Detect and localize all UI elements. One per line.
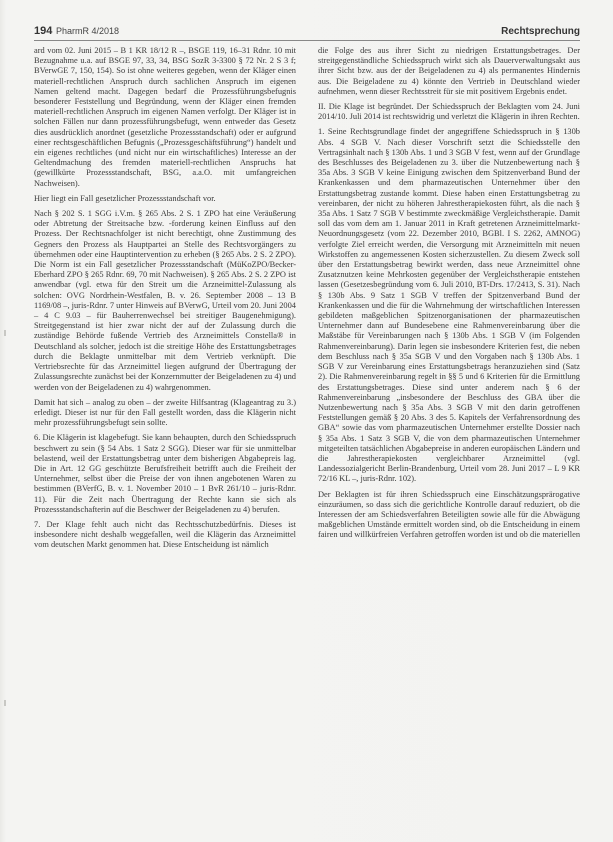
paragraph: die Folge des aus ihrer Sicht zu niedrigen Erstattungsbetrages. Der streitgegenständliche Schiedsspruch wirkt sich als Dauerverwaltungsakt aus ihrer Sicht bzw. aus der der Beigeladenen zu 4) als permanentes Hindernis aus. Die Beigeladene zu 4) könnte den Vertrieb in Deutschland wieder aufnehmen, wenn dieser Rechtsstreit für sie mit positivem Ergebnis endet.	[318, 46, 580, 96]
paragraph: 1. Seine Rechtsgrundlage findet der angegriffene Schiedsspruch in § 130b Abs. 4 SGB V. Nach dieser Vorschrift setzt die Schiedsstelle den Vertragsinhalt nach § 130b Abs. 1 und 3 SGB V fest, wenn auf der Grundlage des Beschlusses des Beigeladenen zu 3. über die Nutzenbewertung nach § 35a Abs. 3 SGB V keine Einigung zwischen dem Spitzenverband Bund der Krankenkassen und dem pharmazeutischen Unternehmer über den Erstattungsbetrag zustande kommt. Diese haben einen Erstattungsbetrag zu vereinbaren, der nicht zu höheren Jahrestherapiekosten führt, als die nach § 35a Abs. 1 Satz 7 SGB V bestimmte zweckmäßige Vergleichstherapie. Damit soll das vom dem am 1. Januar 2011 in Kraft getretenen Arzneimittelmarkt-Neuordnungsgesetz (vom 22. Dezember 2010, BGBl. I S. 2262, AMNOG) verfolgte Ziel erreicht werden, die Versorgung mit Arzneimitteln mit neuen Wirkstoffen zu angemessenen Kosten sicherzustellen. Zu diesem Zweck soll über den Erstattungsbetrag bewirkt werden, dass neue Arzneimittel ohne Zusatznutzen keine Mehrkosten gegenüber der Vergleichstherapie entstehen lassen (Gesetzesbegründung vom 6. Juli 2010, BT-Drs. 17/2413, S. 31). Nach § 130b Abs. 9 Satz 1 SGB V treffen der Spitzenverband Bund der Krankenkassen und die für die Wahrnehmung der wirtschaftlichen Interessen gebildeten maßgeblichen Spitzenorganisationen der pharmazeutischen Unternehmer dann auf Bundesebene eine Rahmenvereinbarung über die Maßstäbe für Vereinbarungen nach § 130b Abs. 1 SGB V (im Folgenden Rahmenvereinbarung). Darin legen sie insbesondere Kriterien fest, die neben dem Beschluss nach § 35a SGB V und den Vorgaben nach § 130b Abs. 1 SGB V zur Vereinbarung eines Erstattungsbetrags heranzuziehen sind (Satz 2). Die Rahmenvereinbarung regelt in §§ 5 und 6 Kriterien für die Ermittlung des Erstattungsbetrages. Diese sind unter anderem nach § 6 der Rahmenvereinbarung „insbesondere der Beschluss des GBA über die Nutzenbewertung nach § 35a Abs. 3 SGB V mit den darin getroffenen Feststellungen gemäß § 20 Abs. 3 des 5. Kapitels der Verfahrensordnung des GBA“ sowie das vom pharmazeutischen Unternehmer erstellte Dossier nach § 35a Abs. 1 Satz 3 SGB V, die von dem pharmazeutischen Unternehmer mitgeteilten tatsächlichen Abgabepreise in anderen europäischen Ländern und die Jahrestherapiekosten vergleichbarer Arzneimittel (vgl. Landessozialgericht Berlin-Brandenburg, Urteil vom 28. Juni 2017 – L 9 KR 72/16 KL –, juris-Rdnr. 102).	[318, 127, 580, 484]
paragraph: 7. Der Klage fehlt auch nicht das Rechtsschutzbedürfnis. Dieses ist insbesondere nicht deshalb weggefallen, weil die Klägerin das Arzneimittel vom deutschen Markt genommen hat. Diese Entscheidung ist nämlich	[34, 519, 296, 550]
header-rule	[34, 40, 580, 41]
page-number: 194	[34, 25, 53, 37]
section-title: Rechtsprechung	[501, 26, 580, 37]
journal-title: PharmR 4/2018	[56, 26, 120, 36]
paragraph: ard vom 02. Juni 2015 – B 1 KR 18/12 R –, BSGE 119, 16–31 Rdnr. 10 mit Bezugnahme u.a. auf BSGE 97, 33, 34, BSG SozR 3-3300 § 72 Nr. 2 S 3 f; BVerwGE 7, 150, 154). So ist ohne weiteres gegeben, wenn der Kläger einen materiell-rechtlichen Anspruch durch sachlichen Anspruch im eigenen Namen geltend macht. Dagegen bedarf die Prozessführungsbefugnis besonderer Feststellung und Begründung, wenn der Kläger einen fremden materiell-rechtlichen Anspruch im eigenen Namen verfolgt. Der Kläger ist in solchen Fällen nur dann prozessführungsbefugt, wenn entweder das Gesetz dies ausdrücklich anordnet (gesetzliche Prozessstandschaft) oder er aufgrund einer rechtsgeschäftlichen Befugnis („Prozessgeschäftsführung“) handelt und ein eigenes rechtliches (und nicht nur ein wirtschaftliches) Interesse an der Geltendmachung des fremden materiell-rechtlichen Anspruchs hat (gewillkürte Prozessstandschaft, BSG, a.a.O. mit umfangreichen Nachweisen).	[34, 46, 296, 188]
paragraph: II. Die Klage ist begründet. Der Schiedsspruch der Beklagten vom 24. Juni 2014/10. Juli 2014 ist rechtswidrig und verletzt die Klägerin in ihren Rechten.	[318, 102, 580, 122]
paragraph: Nach § 202 S. 1 SGG i.V.m. § 265 Abs. 2 S. 1 ZPO hat eine Veräußerung oder Abtretung der Streitsache bzw. -forderung keinen Einfluss auf den Prozess. Der Rechtsnachfolger ist nicht berechtigt, ohne Zustimmung des Gegners den Prozess als Hauptpartei an Stelle des Rechtsvorgängers zu übernehmen oder eine Hauptintervention zu erheben (§ 265 Abs. 2 S. 2 ZPO). Die Norm ist ein Fall gesetzlicher Prozessstandschaft (MüKoZPO/Becker-Eberhard ZPO § 265 Rdnr. 69, 70 mit Nachweisen). § 265 Abs. 2 S. 2 ZPO ist anwendbar (vgl. etwa für den Streit um die Arzneimittel-Zulassung als solchen: OVG Nordrhein-Westfalen, B. v. 26. September 2008 – 13 B 1169/08 –, juris-Rdnr. 7 unter Hinweis auf BVerwG, Urteil vom 20. Juni 2004 – 4 C 9.03 – für Bauherrenwechsel bei streitiger Baugenehmigung). Streitgegenstand ist hier zwar nicht der auf der Zulassung durch die zuständige Behörde fußende Vertrieb des Arzneimittels Constella® in Deutschland als solcher, jedoch ist die streitige Höhe des Erstattungsbetrages durch die Beklagte unmittelbar mit dem Vertrieb verknüpft. Die Vertriebsrechte für das Arzneimittel liegen aufgrund der Übertragung der Zulassungsrechte zunächst bei der Konzernmutter der Beigeladenen zu 4) und werden von der Beigeladenen zu 4) wahrgenommen.	[34, 209, 296, 392]
left-column	[34, 46, 296, 556]
scan-edge-mark	[4, 330, 6, 336]
paragraph: Damit hat sich – analog zu oben – der zweite Hilfsantrag (Klageantrag zu 3.) erledigt. Dieser ist nur für den Fall gestellt worden, dass die Klägerin nicht mehr prozessführungsbefugt sein sollte.	[34, 397, 296, 428]
paragraph: Hier liegt ein Fall gesetzlicher Prozessstandschaft vor.	[34, 193, 216, 203]
paragraph: Der Beklagten ist für ihren Schiedsspruch eine Einschätzungsprärogative einzuräumen, so dass sich die gerichtliche Kontrolle darauf reduziert, ob die Interessen der am Schiedsverfahren Beteiligten sowie alle für die Abwägung maßgeblichen Umstände ermittelt worden sind, ob die Entscheidung in einem fairen und willkürfreien Verfahren getroffen worden ist und ob die materiellen	[318, 489, 581, 540]
paragraph: 6. Die Klägerin ist klagebefugt. Sie kann behaupten, durch den Schiedsspruch beschwert zu sein (§ 54 Abs. 1 Satz 2 SGG). Dieser war für sie unmittelbar belastend, weil der Erstattungsbetrag unter dem bisherigen Abgabepreis lag. Die in Art. 12 GG geschützte Berufsfreiheit betrifft auch die Freiheit der Unternehmer, selbst über die Preise der von ihnen angebotenen Waren zu bestimmen (BVerfG, B. v. 1. November 2010 – 1 BvR 261/10 – juris-Rdnr. 11). Für die Zeit nach Übertragung der Rechte kann sie sich als Prozessstandschafterin auf die Beschwer der Beigeladenen zu 4) berufen.	[34, 433, 296, 514]
right-column	[318, 46, 580, 546]
scan-edge-mark	[4, 700, 6, 706]
